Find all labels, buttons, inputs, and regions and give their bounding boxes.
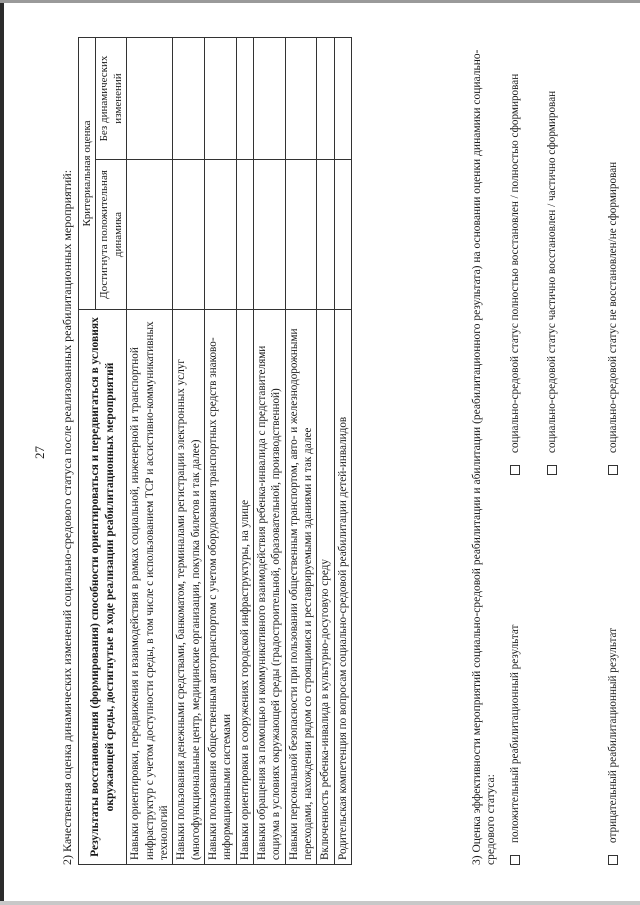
row-label: Включенность ребенка-инвалида в культурно-досуговую среду: [317, 310, 334, 865]
status-none-label: социально-средовой статус не восстановлен/не сформирован: [607, 161, 619, 453]
header-criteria: Критериальная оценка: [79, 38, 96, 310]
positive-result-label: положительный реабилитационный результат: [509, 624, 521, 843]
checkbox-status-partial[interactable]: [547, 465, 557, 475]
cell-positive[interactable]: [173, 160, 205, 310]
checkbox-positive-result[interactable]: [510, 855, 520, 865]
cell-positive[interactable]: [317, 160, 334, 310]
cell-no-change[interactable]: [334, 38, 351, 160]
section-3-title: 3) Оценка эффективности мероприятий социально-средовой реабилитации и абилитации (реабилитационного результата) на основании оценки динамики социально-средового статуса:: [471, 49, 498, 865]
header-no-changes: Без динамических изменений: [96, 38, 127, 160]
assessment-table: [78, 37, 352, 865]
status-option-partial: [545, 91, 559, 475]
cell-positive[interactable]: [236, 160, 253, 310]
cell-positive[interactable]: [204, 160, 236, 310]
header-positive-dynamics: Достигнута положительная динамика: [96, 160, 127, 310]
cell-no-change[interactable]: [236, 38, 253, 160]
negative-result-label: отрицательный реабилитационный результат: [607, 627, 619, 843]
cell-no-change[interactable]: [127, 38, 173, 160]
cell-no-change[interactable]: [285, 38, 317, 160]
table-row: [334, 38, 351, 865]
option-positive: [508, 475, 522, 865]
table-row: [173, 38, 205, 865]
checkbox-negative-result[interactable]: [608, 855, 618, 865]
cell-no-change[interactable]: [317, 38, 334, 160]
table-row: [317, 38, 334, 865]
row-label: Навыки ориентировки, передвижения и взаимодействия в рамках социальной, инженерной и транспортной инфраструктур с учетом доступности среды, в том числе с использованием ТСР и ассистивно-коммуникативных технологий: [127, 310, 173, 865]
cell-no-change[interactable]: [173, 38, 205, 160]
table-row: [204, 38, 236, 865]
cell-no-change[interactable]: [204, 38, 236, 160]
table-row: [253, 38, 285, 865]
cell-positive[interactable]: [334, 160, 351, 310]
page-number: 27: [32, 446, 47, 459]
section-2-title: 2) Качественная оценка динамических изменений социально-средового статуса после реализованных реабилитационных мероприятий:: [60, 169, 74, 865]
cell-positive[interactable]: [253, 160, 285, 310]
option-negative: [606, 475, 620, 865]
status-option-none: [606, 162, 620, 475]
table-row: [236, 38, 253, 865]
status-option-full: [508, 74, 522, 475]
checkbox-status-full[interactable]: [510, 465, 520, 475]
cell-positive[interactable]: [127, 160, 173, 310]
checkbox-status-none[interactable]: [608, 465, 618, 475]
header-results: Результаты восстановления (формирования) способности ориентироваться и передвигаться в условиях окружающей среды, достигнутые в ходе реализации реабилитационных мероприятий: [79, 310, 127, 865]
row-label: Навыки пользования денежными средствами, банкоматом, терминалами регистрации электронных услуг (многофункциональные центр, медицинские организации, покупка билетов и так далее): [173, 310, 205, 865]
cell-positive[interactable]: [285, 160, 317, 310]
row-label: Навыки пользования общественным автотранспортом с учетом оборудования транспортных средств знаково-информационными системами: [204, 310, 236, 865]
status-partial-label: социально-средовой статус частично восстановлен / частично сформирован: [546, 90, 558, 453]
table-header-row: [79, 38, 96, 865]
table-row: [127, 38, 173, 865]
cell-no-change[interactable]: [253, 38, 285, 160]
row-label: Навыки обращения за помощью и коммуникативного взаимодействия ребенка-инвалида с представителями социума в условиях окружающей среды (градостроительной, образовательной, производственной): [253, 310, 285, 865]
table-row: [285, 38, 317, 865]
row-label: Родительская компетенция по вопросам социально-средовой реабилитации детей-инвалидов: [334, 310, 351, 865]
status-full-label: социально-средовой статус полностью восстановлен / полностью сформирован: [509, 73, 521, 453]
section-3: [470, 25, 501, 865]
row-label: Навыки персональной безопасности при пользовании общественным транспортом, авто- и железнодорожными переходами, нахождении рядом со строящимися и реставрируемыми зданиями и так далее: [285, 310, 317, 865]
row-label: Навыки ориентировки в сооружениях городской инфраструктуры, на улице: [236, 310, 253, 865]
